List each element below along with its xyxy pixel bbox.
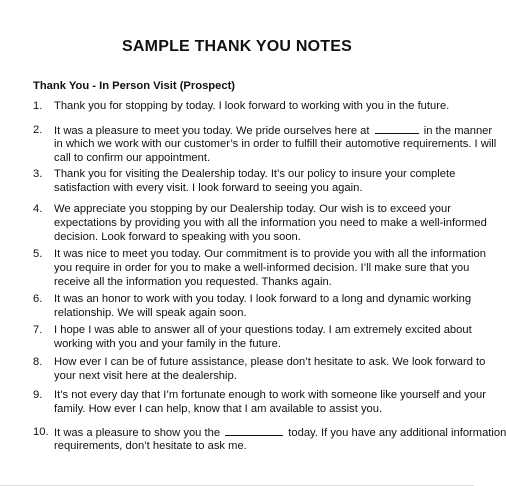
note-text-segment: It was a pleasure to show you the [54, 427, 221, 439]
note-text-line: call to confirm our appointment. [54, 152, 211, 164]
section-heading: Thank You - In Person Visit (Prospect) [33, 80, 236, 92]
note-number: 7. [33, 324, 43, 336]
note-text-line [54, 425, 506, 440]
note-number: 3. [33, 168, 43, 180]
fill-in-blank [225, 425, 283, 436]
note-text-line: in which we work with our customer’s in order to fulfill their automotive requirements. I will [54, 138, 497, 150]
note-text-line: expectations by providing you with all the information you need to make a well-informed [54, 217, 487, 229]
note-number: 2. [33, 124, 43, 136]
note-text-line: relationship. We will speak again soon. [54, 307, 247, 319]
note-text-line: satisfaction with every visit. I look forward to seeing you again. [54, 182, 363, 194]
note-text-line: How ever I can be of future assistance, please don’t hesitate to ask. We look forward to [54, 356, 486, 368]
note-number: 8. [33, 356, 43, 368]
note-text-line: We appreciate you stopping by our Dealership today. Our wish is to exceed your [54, 203, 451, 215]
note-text-segment: It was a pleasure to meet you today. We pride ourselves here at [54, 125, 370, 137]
note-text-line: It was nice to meet you today. Our commitment is to provide you with all the information [54, 248, 486, 260]
document-title: SAMPLE THANK YOU NOTES [122, 38, 352, 55]
note-text-line: I hope I was able to answer all of your questions today. I am extremely excited about [54, 324, 472, 336]
note-number: 5. [33, 248, 43, 260]
note-number: 4. [33, 203, 43, 215]
fill-in-blank [375, 123, 419, 134]
note-text-line: working with you and your family in the future. [54, 338, 281, 350]
note-text-line: decision. Look forward to speaking with you soon. [54, 231, 301, 243]
note-number: 6. [33, 293, 43, 305]
note-text-line: It’s not every day that I’m fortunate enough to work with someone like yourself and your [54, 389, 486, 401]
note-text-line: Thank you for visiting the Dealership today. It’s our policy to insure your complete [54, 168, 456, 180]
note-text-line: your next visit here at the dealership. [54, 370, 237, 382]
note-text-line: receive all the information you requested. Thanks again. [54, 276, 332, 288]
note-text-line: family. How ever I can help, know that I am available to assist you. [54, 403, 383, 415]
note-text-line: requirements, don’t hesitate to ask me. [54, 440, 247, 452]
note-number: 9. [33, 389, 43, 401]
note-text-segment: in the manner [423, 125, 493, 137]
note-text-segment: today. If you have any additional information [288, 427, 506, 439]
note-text-line: Thank you for stopping by today. I look forward to working with you in the future. [54, 100, 450, 112]
note-text-line [54, 123, 492, 138]
note-number: 10. [33, 426, 49, 438]
note-number: 1. [33, 100, 43, 112]
note-text-line: you require in order for you to make a well-informed decision. I’ll make sure that you [54, 262, 470, 274]
note-text-line: It was an honor to work with you today. I look forward to a long and dynamic working [54, 293, 472, 305]
